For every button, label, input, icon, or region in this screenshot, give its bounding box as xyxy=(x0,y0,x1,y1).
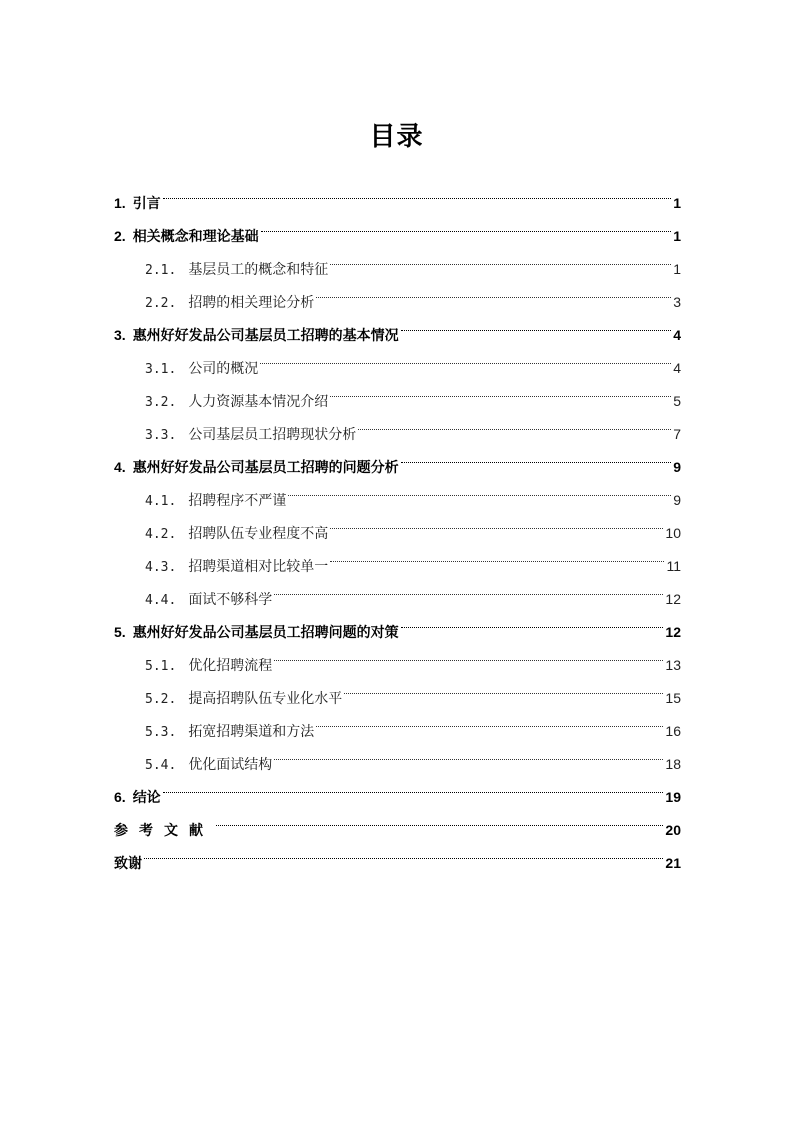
dot-leader xyxy=(330,241,671,274)
toc-entry-number: 5.4. xyxy=(145,758,177,773)
dot-leader xyxy=(274,637,663,670)
toc-entry-number: 3.1. xyxy=(145,362,177,377)
toc-entry-number: 3.3. xyxy=(145,428,177,443)
toc-entry-acknowledgements[interactable] xyxy=(114,835,681,872)
toc-entry-number: 6. xyxy=(114,789,126,805)
toc-entry-page: 13 xyxy=(665,657,681,673)
toc-entry-number: 5.2. xyxy=(145,692,177,707)
toc-entry-references[interactable] xyxy=(114,802,681,839)
toc-entry-number: 5. xyxy=(114,624,126,640)
toc-entry-title: 公司基层员工招聘现状分析 xyxy=(188,427,357,443)
dot-leader xyxy=(260,340,671,373)
toc-entry-number: 4.2. xyxy=(145,527,177,542)
toc-entry-title: 惠州好好发品公司基层员工招聘的问题分析 xyxy=(132,460,399,476)
toc-entry-title: 基层员工的概念和特征 xyxy=(188,262,329,278)
toc-entry-title: 面试不够科学 xyxy=(188,592,273,608)
toc-entry-page: 1 xyxy=(673,195,681,211)
toc-entry-title: 参考文献 xyxy=(114,823,214,839)
toc-entry-page: 20 xyxy=(665,822,681,838)
toc-entry-number: 2. xyxy=(114,228,126,244)
toc-entry-title: 相关概念和理论基础 xyxy=(132,229,259,245)
dot-leader xyxy=(316,274,671,307)
dot-leader xyxy=(316,703,663,736)
toc-entry-number: 5.3. xyxy=(145,725,177,740)
toc-entry-title: 招聘渠道相对比较单一 xyxy=(188,559,329,575)
dot-leader xyxy=(344,670,663,703)
toc-entry-title: 致谢 xyxy=(114,856,142,872)
toc-entry-title: 拓宽招聘渠道和方法 xyxy=(188,724,315,740)
toc-entry-number: 4.3. xyxy=(145,560,177,575)
toc-entry-page: 9 xyxy=(673,492,681,508)
dot-leader xyxy=(288,472,671,505)
toc-entry-number: 2.1. xyxy=(145,263,177,278)
dot-leader xyxy=(144,835,663,868)
toc-entry-title: 提高招聘队伍专业化水平 xyxy=(188,691,343,707)
toc-entry-page: 10 xyxy=(665,525,681,541)
toc-entry-number: 3.2. xyxy=(145,395,177,410)
dot-leader xyxy=(401,307,672,340)
dot-leader xyxy=(261,208,672,241)
toc-entry-page: 19 xyxy=(665,789,681,805)
dot-leader xyxy=(163,769,664,802)
dot-leader xyxy=(401,439,672,472)
toc-entry-number: 4. xyxy=(114,459,126,475)
toc-entry-2[interactable] xyxy=(114,208,681,245)
toc-entry-page: 21 xyxy=(665,855,681,871)
toc-entry-page: 1 xyxy=(673,261,681,277)
toc-entry-page: 11 xyxy=(666,558,681,574)
toc-entry-page: 9 xyxy=(673,459,681,475)
dot-leader xyxy=(274,571,663,604)
dot-leader xyxy=(330,538,664,571)
toc-entry-1[interactable] xyxy=(114,175,681,212)
toc-entry-title: 招聘队伍专业程度不高 xyxy=(188,526,329,542)
toc-entry-page: 1 xyxy=(673,228,681,244)
toc-entry-6[interactable] xyxy=(114,769,681,806)
toc-entry-page: 3 xyxy=(673,294,681,310)
dot-leader xyxy=(401,604,664,637)
toc-entry-title: 优化面试结构 xyxy=(188,757,273,773)
toc-entry-page: 15 xyxy=(665,690,681,706)
toc-entry-title: 优化招聘流程 xyxy=(188,658,273,674)
table-of-contents xyxy=(114,175,681,872)
toc-entry-number: 4.4. xyxy=(145,593,177,608)
toc-entry-page: 5 xyxy=(673,393,681,409)
toc-entry-page: 4 xyxy=(673,360,681,376)
toc-entry-title: 招聘程序不严谨 xyxy=(188,493,287,509)
toc-entry-title: 惠州好好发品公司基层员工招聘问题的对策 xyxy=(132,625,399,641)
toc-entry-number: 2.2. xyxy=(145,296,177,311)
dot-leader xyxy=(330,373,671,406)
toc-entry-title: 结论 xyxy=(132,790,161,806)
toc-entry-page: 18 xyxy=(665,756,681,772)
toc-entry-page: 12 xyxy=(665,624,681,640)
toc-entry-page: 16 xyxy=(665,723,681,739)
dot-leader xyxy=(330,505,663,538)
page-title: 目录 xyxy=(369,122,424,152)
toc-entry-number: 3. xyxy=(114,327,126,343)
toc-entry-page: 12 xyxy=(665,591,681,607)
toc-entry-number: 4.1. xyxy=(145,494,177,509)
toc-entry-title: 惠州好好发品公司基层员工招聘的基本情况 xyxy=(132,328,399,344)
toc-entry-number: 5.1. xyxy=(145,659,177,674)
toc-entry-page: 4 xyxy=(673,327,681,343)
toc-entry-title: 引言 xyxy=(132,196,161,212)
toc-entry-title: 招聘的相关理论分析 xyxy=(188,295,315,311)
dot-leader xyxy=(163,175,672,208)
toc-entry-title: 公司的概况 xyxy=(188,361,259,377)
dot-leader xyxy=(216,802,663,835)
toc-entry-number: 1. xyxy=(114,195,126,211)
dot-leader xyxy=(358,406,671,439)
toc-entry-title: 人力资源基本情况介绍 xyxy=(188,394,329,410)
dot-leader xyxy=(274,736,663,769)
toc-entry-page: 7 xyxy=(673,426,681,442)
